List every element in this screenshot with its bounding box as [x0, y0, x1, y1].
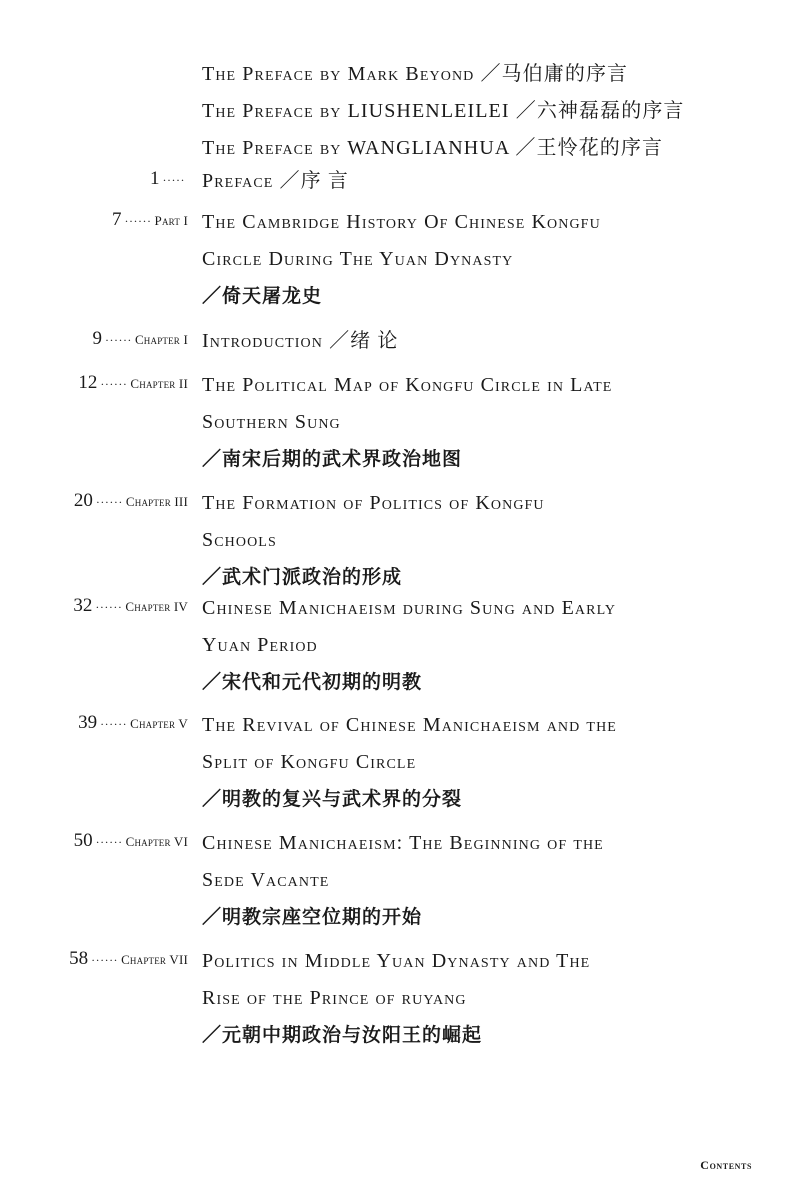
entry-page-ref	[78, 372, 188, 394]
leader-dots: ······	[95, 495, 123, 509]
entry-page-ref	[73, 595, 188, 617]
page-number: 32	[73, 595, 93, 616]
leader-dots: ·····	[162, 173, 185, 187]
title-line[interactable]: Rise of the Prince of ruyang	[202, 987, 467, 1009]
page-number: 1	[150, 168, 160, 189]
title-line[interactable]: The Political Map of Kongfu Circle in Late	[202, 374, 613, 396]
title-line[interactable]: Southern Sung	[202, 411, 341, 433]
page-number: 12	[78, 372, 98, 393]
entry-title	[202, 163, 772, 200]
title-line[interactable]: Introduction ／绪 论	[202, 330, 399, 352]
entry-page-ref	[74, 490, 188, 512]
title-line-chinese[interactable]: ／宋代和元代初期的明教	[202, 671, 423, 693]
title-line-chinese[interactable]: ／倚天屠龙史	[202, 285, 323, 307]
entry-title	[202, 707, 772, 818]
entry-title	[202, 943, 772, 1054]
entry-page-ref	[92, 328, 188, 350]
title-line[interactable]: Chinese Manichaeism during Sung and Early	[202, 597, 617, 619]
entry-title	[202, 485, 772, 596]
page-number: 20	[73, 490, 93, 511]
title-line[interactable]: Sede Vacante	[202, 869, 330, 891]
leader-dots: ······	[104, 333, 132, 347]
title-line-chinese[interactable]: ／武术门派政治的形成	[202, 566, 403, 588]
entry-title	[202, 825, 772, 936]
title-line[interactable]: The Cambridge History Of Chinese Kongfu	[202, 211, 601, 233]
entry-title	[202, 204, 772, 315]
title-line[interactable]: Circle During The Yuan Dynasty	[202, 248, 514, 270]
page-number: 39	[78, 712, 98, 733]
preface-wanglianhua[interactable]: The Preface by WANGLIANHUA ／王怜花的序言	[202, 137, 664, 159]
running-footer: Contents	[700, 1158, 752, 1172]
leader-dots: ······	[95, 600, 123, 614]
leader-dots: ······	[124, 214, 152, 228]
section-label: Chapter I	[134, 332, 188, 347]
section-label: Chapter III	[125, 494, 188, 509]
title-line[interactable]: Politics in Middle Yuan Dynasty and The	[202, 950, 591, 972]
page-number: 50	[73, 830, 93, 851]
entry-page-ref	[78, 712, 188, 734]
page-number: 7	[112, 209, 122, 230]
entry-page-ref	[74, 830, 188, 852]
title-line-chinese[interactable]: ／元朝中期政治与汝阳王的崛起	[202, 1024, 483, 1046]
section-label: Chapter IV	[125, 599, 188, 614]
preface-mark-beyond[interactable]: The Preface by Mark Beyond ／马伯庸的序言	[202, 63, 629, 85]
title-line[interactable]: The Formation of Politics of Kongfu	[202, 492, 545, 514]
section-label: Chapter II	[130, 376, 188, 391]
entry-page-ref	[112, 209, 188, 231]
entry-title	[202, 367, 772, 478]
title-line[interactable]: Schools	[202, 529, 277, 551]
title-line[interactable]: Yuan Period	[202, 634, 318, 656]
leader-dots: ······	[95, 835, 123, 849]
preface-titles	[202, 56, 772, 167]
leader-dots: ······	[91, 953, 119, 967]
page-number: 9	[92, 328, 102, 349]
title-line-chinese[interactable]: ／南宋后期的武术界政治地图	[202, 448, 463, 470]
leader-dots: ······	[100, 717, 128, 731]
preface-liushenleilei[interactable]: The Preface by LIUSHENLEILEI ／六神磊磊的序言	[202, 100, 685, 122]
section-label: Chapter V	[130, 716, 188, 731]
entry-title	[202, 323, 772, 360]
section-label: Chapter VI	[125, 834, 188, 849]
title-line[interactable]: Chinese Manichaeism: The Beginning of the	[202, 832, 604, 854]
title-line-chinese[interactable]: ／明教的复兴与武术界的分裂	[202, 788, 463, 810]
title-line[interactable]: Split of Kongfu Circle	[202, 751, 417, 773]
entry-title	[202, 590, 772, 701]
title-line[interactable]: Preface ／序 言	[202, 170, 349, 192]
entry-page-ref	[150, 168, 188, 190]
page-number: 58	[69, 948, 89, 969]
entry-page-ref	[69, 948, 188, 970]
title-line[interactable]: The Revival of Chinese Manichaeism and the	[202, 714, 617, 736]
section-label: Chapter VII	[121, 952, 188, 967]
title-line-chinese[interactable]: ／明教宗座空位期的开始	[202, 906, 423, 928]
section-label: Part I	[154, 213, 188, 228]
leader-dots: ······	[100, 377, 128, 391]
